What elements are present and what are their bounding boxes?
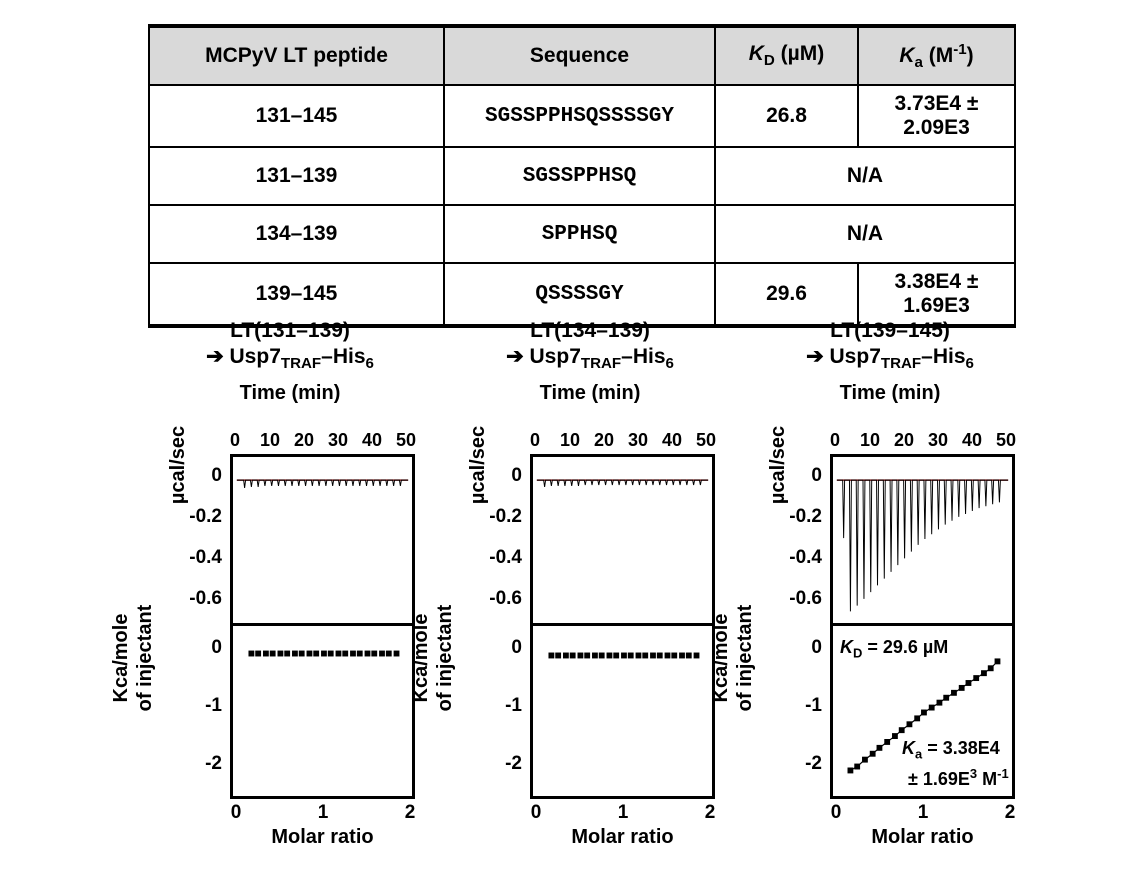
tick: 2	[1004, 802, 1016, 823]
ka-error-units: M	[977, 769, 998, 789]
tick: 10	[259, 430, 281, 450]
thermogram-svg	[833, 457, 1012, 623]
tick: 40	[961, 430, 983, 450]
itc-panel-lt134-139	[410, 318, 740, 858]
protein-tag-sub: 6	[665, 355, 674, 373]
tick: 50	[995, 430, 1017, 450]
tick: 0	[511, 637, 522, 658]
panel-title-line1: LT(134–139)	[530, 319, 650, 342]
top-y-axis-label: µcal/sec	[167, 425, 189, 505]
bottom-y-axis-label	[109, 578, 159, 738]
thermogram-svg	[533, 457, 712, 623]
header-kd-units: (µM)	[774, 42, 825, 66]
tick: -0.6	[189, 588, 222, 609]
thermogram-plot	[830, 454, 1015, 626]
arrow-icon: ➔	[506, 345, 524, 369]
injection-peaks	[837, 480, 1008, 611]
time-axis-label: Time (min)	[839, 382, 941, 405]
top-y-axis-label: µcal/sec	[767, 425, 789, 505]
tick: 10	[559, 430, 581, 450]
ka-error-annotation	[908, 766, 1009, 790]
tick: -1	[205, 695, 222, 716]
arrow-icon: ➔	[806, 345, 824, 369]
tick: 40	[661, 430, 683, 450]
bottom-x-ticks	[530, 802, 715, 826]
cell-kd: 26.8	[715, 85, 858, 147]
kd-value: = 29.6 µM	[862, 637, 949, 657]
cell-peptide: 131–145	[149, 85, 444, 147]
protein-tag: –His	[321, 345, 366, 369]
tick: 0	[230, 802, 242, 823]
cell-sequence: SGSSPPHSQSSSSGY	[444, 85, 715, 147]
protein-tag: –His	[621, 345, 666, 369]
isotherm-points	[548, 653, 699, 659]
panel-title-line2	[740, 344, 1040, 374]
tick: -0.2	[789, 506, 822, 527]
itc-panel-lt131-139	[110, 318, 440, 858]
header-ka-symbol: K	[899, 43, 915, 67]
tick: -0.4	[789, 547, 822, 568]
ka-error-units-exp: -1	[997, 766, 1009, 781]
tick: 1	[317, 802, 329, 823]
cell-ka-value: 3.73E4 ± 2.09E3	[894, 92, 979, 139]
cell-peptide: 134–139	[149, 205, 444, 263]
ka-annotation	[902, 738, 1000, 762]
isotherm-svg	[233, 626, 412, 796]
tick: -0.2	[489, 506, 522, 527]
top-y-axis-label: µcal/sec	[467, 425, 489, 505]
panel-title-line1: LT(131–139)	[230, 319, 350, 342]
bottom-y-axis-label-line2: of injectant	[134, 604, 156, 712]
panel-title-line2	[440, 344, 740, 374]
bottom-y-ticks	[460, 626, 526, 799]
tick: 30	[927, 430, 949, 450]
injection-peaks	[237, 480, 408, 488]
cell-kd: 29.6	[715, 263, 858, 326]
bottom-y-axis-label-line2: of injectant	[434, 604, 456, 712]
cell-ka	[858, 85, 1015, 147]
ka-error-exp: 3	[969, 766, 978, 781]
top-x-ticks	[530, 430, 715, 452]
itc-panels	[0, 318, 1123, 858]
tick: 20	[593, 430, 615, 450]
tick: 0	[811, 465, 822, 486]
cell-sequence: QSSSSGY	[444, 263, 715, 326]
table-row	[149, 147, 1015, 205]
peptide-table	[148, 24, 1016, 328]
plot-area	[530, 454, 715, 799]
panel-title-line2	[140, 344, 440, 374]
bottom-x-axis-label: Molar ratio	[871, 826, 974, 848]
kd-sub: D	[853, 645, 863, 661]
ka-error-value: ± 1.69E	[908, 769, 970, 789]
tick: 20	[293, 430, 315, 450]
tick: 2	[404, 802, 416, 823]
tick: -2	[205, 753, 222, 774]
protein-tag-sub: 6	[365, 355, 374, 373]
header-kd-sub: D	[763, 52, 775, 70]
kd-symbol: K	[840, 637, 853, 657]
panel-title	[740, 318, 1040, 374]
tick: 40	[361, 430, 383, 450]
header-ka	[858, 26, 1015, 85]
tick: 0	[830, 802, 842, 823]
bottom-y-axis-label-line1: Kca/mole	[110, 613, 132, 703]
bottom-x-ticks	[830, 802, 1015, 826]
table-row	[149, 205, 1015, 263]
tick: 0	[529, 430, 541, 450]
header-ka-units: (M	[922, 43, 954, 67]
tick: 10	[859, 430, 881, 450]
thermogram-svg	[233, 457, 412, 623]
tick: 30	[327, 430, 349, 450]
tick: -0.4	[189, 547, 222, 568]
cell-na: N/A	[715, 205, 1015, 263]
protein-name: Usp7	[529, 345, 581, 369]
tick: 0	[211, 465, 222, 486]
cell-sequence: SGSSPPHSQ	[444, 147, 715, 205]
thermogram-plot	[230, 454, 415, 626]
tick: 0	[829, 430, 841, 450]
cell-sequence: SPPHSQ	[444, 205, 715, 263]
protein-sub: TRAF	[880, 355, 922, 373]
protein-tag: –His	[921, 345, 966, 369]
bottom-y-axis-label	[709, 578, 759, 738]
tick: -2	[505, 753, 522, 774]
panel-title	[440, 318, 740, 374]
table-row	[149, 85, 1015, 147]
tick: 0	[229, 430, 241, 450]
header-ka-close: )	[966, 43, 974, 67]
bottom-y-axis-label	[409, 578, 459, 738]
itc-summary-table	[148, 24, 979, 328]
tick: 30	[627, 430, 649, 450]
thermogram-plot	[530, 454, 715, 626]
isotherm-svg	[533, 626, 712, 796]
panel-title-line1: LT(139–145)	[830, 319, 950, 342]
tick: -0.6	[489, 588, 522, 609]
protein-name: Usp7	[229, 345, 281, 369]
bottom-y-ticks	[760, 626, 826, 799]
tick: 0	[511, 465, 522, 486]
tick: 20	[893, 430, 915, 450]
protein-sub: TRAF	[580, 355, 622, 373]
tick: 0	[211, 637, 222, 658]
tick: -1	[805, 695, 822, 716]
header-ka-sup: -1	[953, 40, 967, 58]
injection-peaks	[537, 480, 708, 487]
plot-area	[830, 454, 1015, 799]
protein-sub: TRAF	[280, 355, 322, 373]
ka-symbol: K	[902, 738, 915, 758]
cell-na: N/A	[715, 147, 1015, 205]
tick: -0.2	[189, 506, 222, 527]
bottom-y-axis-label-line2: of injectant	[734, 604, 756, 712]
tick: 1	[917, 802, 929, 823]
tick: 0	[530, 802, 542, 823]
arrow-icon: ➔	[206, 345, 224, 369]
table-header-row	[149, 26, 1015, 85]
header-sequence: Sequence	[444, 26, 715, 85]
tick: -0.6	[789, 588, 822, 609]
tick: 1	[617, 802, 629, 823]
tick: 50	[695, 430, 717, 450]
protein-tag-sub: 6	[965, 355, 974, 373]
header-peptide: MCPyV LT peptide	[149, 26, 444, 85]
tick: -1	[505, 695, 522, 716]
top-x-ticks	[230, 430, 415, 452]
tick: -2	[805, 753, 822, 774]
tick: 2	[704, 802, 716, 823]
panel-title	[140, 318, 440, 374]
tick: 50	[395, 430, 417, 450]
cell-peptide: 131–139	[149, 147, 444, 205]
bottom-x-axis-label: Molar ratio	[271, 826, 374, 848]
bottom-x-ticks	[230, 802, 415, 826]
kd-annotation	[840, 637, 948, 661]
protein-name: Usp7	[829, 345, 881, 369]
cell-peptide: 139–145	[149, 263, 444, 326]
time-axis-label: Time (min)	[239, 382, 341, 405]
plot-area	[230, 454, 415, 799]
bottom-y-axis-label-line1: Kca/mole	[410, 613, 432, 703]
tick: 0	[811, 637, 822, 658]
bottom-x-axis-label: Molar ratio	[571, 826, 674, 848]
header-kd-symbol: K	[748, 42, 764, 66]
isotherm-plot	[230, 626, 415, 799]
bottom-y-ticks	[160, 626, 226, 799]
table-row	[149, 263, 1015, 326]
isotherm-points	[248, 651, 399, 657]
ka-value: = 3.38E4	[922, 738, 1000, 758]
header-ka-sub: a	[914, 54, 923, 72]
cell-ka-value: 3.38E4 ± 1.69E3	[894, 270, 979, 317]
ka-sub: a	[915, 746, 923, 762]
time-axis-label: Time (min)	[539, 382, 641, 405]
bottom-y-axis-label-line1: Kca/mole	[710, 613, 732, 703]
isotherm-plot	[530, 626, 715, 799]
tick: -0.4	[489, 547, 522, 568]
top-x-ticks	[830, 430, 1015, 452]
itc-panel-lt139-145	[710, 318, 1040, 858]
cell-ka	[858, 263, 1015, 326]
header-kd	[715, 26, 858, 85]
